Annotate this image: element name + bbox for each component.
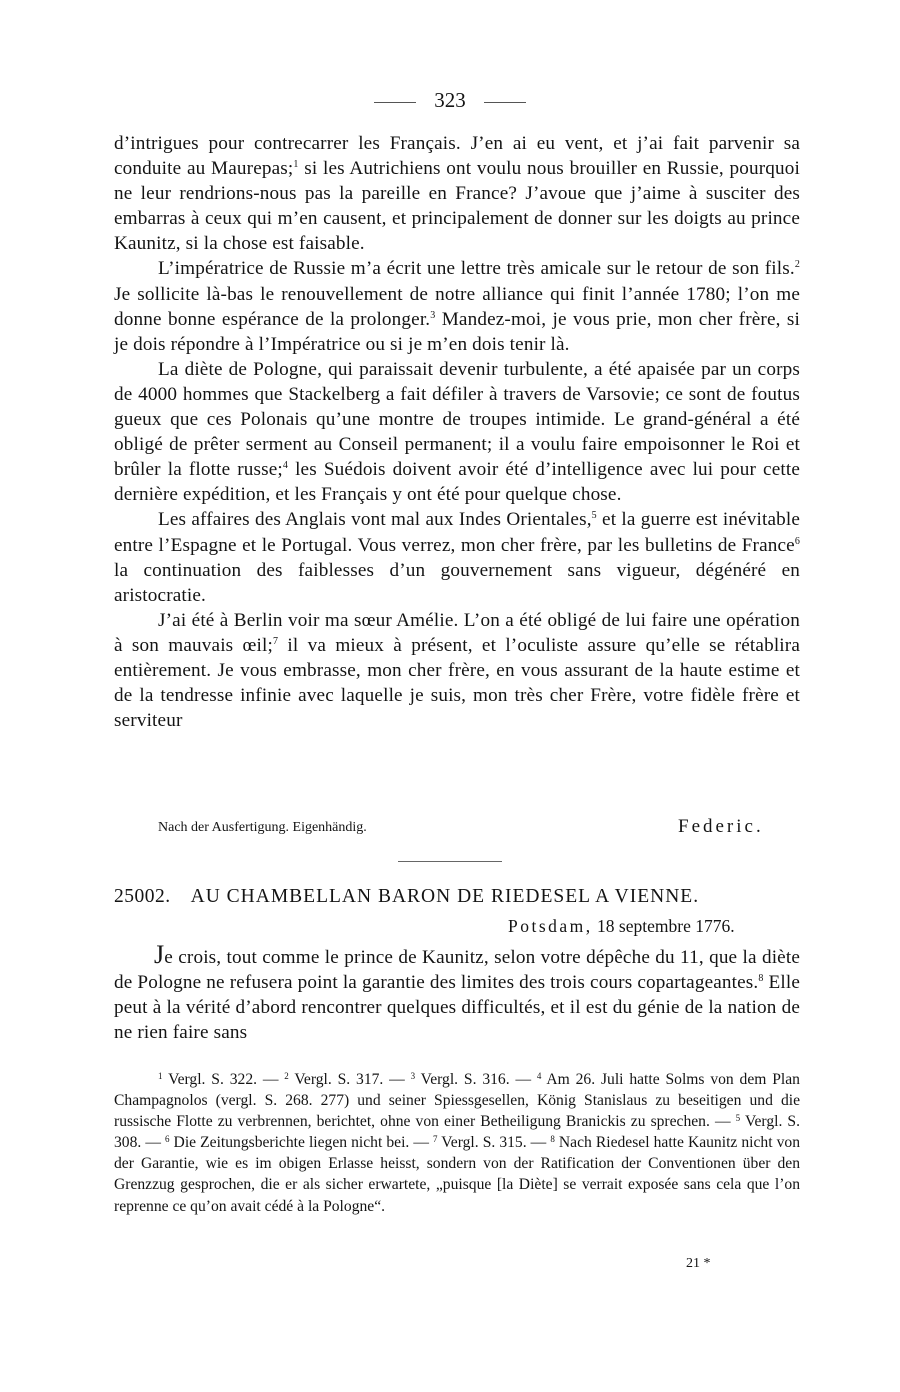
footnote-number: 6 (165, 1134, 170, 1145)
footnote-number: 1 (158, 1071, 163, 1081)
page-header (0, 88, 900, 113)
footnote-number: 3 (410, 1071, 416, 1081)
initial-letter: J (154, 940, 165, 969)
footnote-block: $^1$ Vergl. S. 322. — $^2$ Vergl. S. 317. — $^3$ Vergl. S. 316. — $^4$ Am 26. Juli hatte Solms von dem Plan Champagnolos (vergl. S. 268. 277) und seiner Spiessgesellen, König Stanislaus zu beseitigen und die russische Flotte zu verbrennen, berichtet, ohne von einer Betheiligung Branickis zu sprechen. — $^5$ Vergl. S. 308. — $^6$ Die Zeitungsberichte liegen nicht bei. — $^7$ Vergl. S. 315. — $^8$ Nach Riedesel hatte Kaunitz nicht von der Garantie, wie es im obigen Erlasse heisst, sondern von der Ratification der Conventionen über den Grenzzug gesprochen, die er als sicher erwartete, „puisque [la Diète] se verrait exposée sans cela que l’on reprenne ce qu’on avait cédé à la Pologne“. (114, 1071, 801, 1215)
footnote-ref: 8 (758, 973, 764, 985)
page-number: 323 (434, 88, 466, 112)
header-rule-left (374, 102, 416, 103)
footnote-number: 7 (433, 1134, 438, 1145)
footnote-ref: 1 (293, 159, 299, 171)
footnote-ref: 7 (273, 635, 279, 647)
footnote-ref: 4 (282, 460, 289, 472)
letter-address: AU CHAMBELLAN BARON DE RIEDESEL A VIENNE. (190, 886, 700, 907)
header-rule-right (484, 102, 526, 103)
letter-dateline (508, 916, 788, 937)
footnotes (114, 1069, 800, 1217)
letter-date: 18 septembre 1776. (597, 916, 735, 936)
letter-continuation (114, 131, 800, 733)
paragraph: L’impératrice de Russie m’a écrit une lettre très amicale sur le retour de son fils.$^2$ Je sollicite là-bas le renouvellement de notre alliance qui finit l’année 1780; l’on me donne bonne espérance de la prolonger.$^3$ Mandez-moi, je vous prie, mon cher frère, si je dois répondre à l’Impératrice ou si je m’en dois tenir là. (114, 258, 800, 355)
source-note: Nach der Ausfertigung. Eigenhändig. (158, 820, 367, 835)
letter-number: 25002. (114, 886, 171, 907)
letter-body (114, 942, 800, 1045)
source-line (158, 818, 778, 840)
section-divider (398, 861, 502, 862)
signature-mark: 21 * (686, 1256, 711, 1271)
signature: Federic. (678, 816, 764, 837)
footnote-number: 5 (735, 1113, 741, 1124)
paragraph: Je crois, tout comme le prince de Kaunitz, selon votre dépêche du 11, que la diète de Pologne ne refusera point la garantie des limites des trois cours copartageantes.$^8$ Elle peut à la vérité d’abord rencontrer quelques difficultés, et il est du génie de la nation de ne rien faire sans (114, 940, 800, 1044)
letter-place: Potsdam, (508, 916, 593, 936)
paragraph: J’ai été à Berlin voir ma sœur Amélie. L’on a été obligé de lui faire une opération à son mauvais œil;$^7$ il va mieux à présent, et l’oculiste assure qu’elle se rétablira entièrement. Je vous embrasse, mon cher frère, en vous assurant de la haute estime et de la tendresse infinie avec laquelle je suis, mon très cher Frère, votre fidèle frère et serviteur (114, 609, 800, 732)
footnote-number: 4 (536, 1071, 542, 1081)
footnote-ref: 5 (591, 510, 597, 522)
paragraph: d’intrigues pour contrecarrer les Français. J’en ai eu vent, et j’ai fait parvenir sa conduite au Maurepas;$^1$ si les Autrichiens ont voulu nous brouiller en Russie, pourquoi ne leur rendrions-nous pas la pareille en France? J’avoue que j’aime à susciter des embarras à ceux qui m’en causent, et principalement de donner sur les doigts au prince Kaunitz, si la chose est faisable. (114, 133, 800, 255)
paragraph: Les affaires des Anglais vont mal aux Indes Orientales,$^5$ et la guerre est inévitable entre l’Espagne et le Portugal. Vous verrez, mon cher frère, par les bulletins de France$^6$ la continuation des faiblesses d’un gouvernement sans vigueur, dégénéré en aristocratie. (114, 509, 800, 606)
footnote-number: 2 (284, 1071, 289, 1081)
footnote-ref: 6 (794, 535, 800, 547)
footnote-ref: 3 (430, 309, 436, 321)
paragraph: La diète de Pologne, qui paraissait devenir turbulente, a été apaisée par un corps de 4000 hommes que Stackelberg a fait défiler à travers de Varsovie; ce sont de foutus gueux que ces Polonais qu’une montre de troupes intimide. Le grand-général a été obligé de prêter serment au Conseil permanent; il a voulu faire empoisonner le Roi et brûler la flotte russe;$^4$ les Suédois doivent avoir été d’intelligence avec lui pour cette dernière expédition, et les Français y ont été pour quelque chose. (114, 358, 800, 506)
footnote-number: 8 (550, 1134, 555, 1145)
letter-heading (114, 886, 804, 908)
footnote-ref: 2 (794, 259, 800, 271)
